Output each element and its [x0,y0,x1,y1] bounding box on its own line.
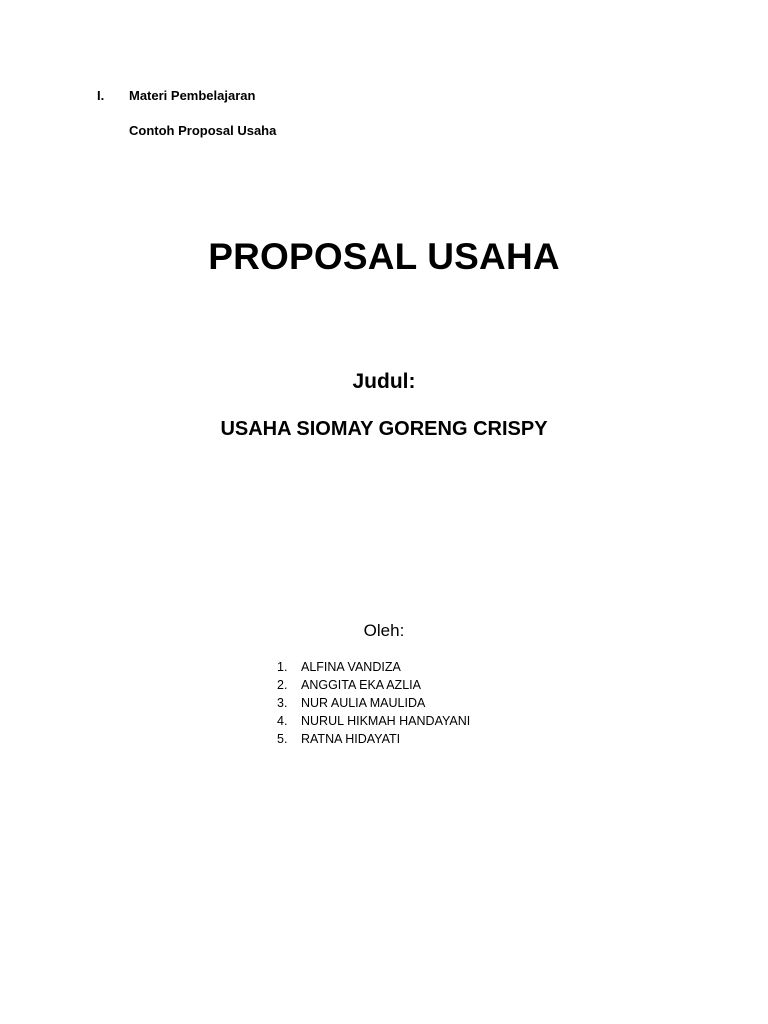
section-number: I. [97,88,105,103]
author-number: 3. [277,696,288,710]
author-name: ANGGITA EKA AZLIA [301,678,421,692]
author-item [277,712,470,730]
author-item [277,730,470,748]
proposal-title-text: PROPOSAL USAHA [208,236,560,277]
author-name: RATNA HIDAYATI [301,732,401,746]
author-list [277,658,470,748]
oleh-label: Oleh: [363,621,405,640]
author-item [277,658,470,676]
author-number: 4. [277,714,288,728]
author-name: ALFINA VANDIZA [301,660,401,674]
section-subtitle: Contoh Proposal Usaha [129,123,277,138]
author-item [277,694,470,712]
judul-label: Judul: [352,370,416,393]
author-name: NUR AULIA MAULIDA [301,696,426,710]
author-number: 2. [277,678,288,692]
author-number: 5. [277,732,288,746]
business-title: USAHA SIOMAY GORENG CRISPY [220,418,548,440]
proposal-title [0,236,768,278]
section-heading [97,88,255,103]
author-name: NURUL HIKMAH HANDAYANI [301,714,471,728]
author-number: 1. [277,660,288,674]
section-title: Materi Pembelajaran [129,88,256,103]
author-item [277,676,470,694]
